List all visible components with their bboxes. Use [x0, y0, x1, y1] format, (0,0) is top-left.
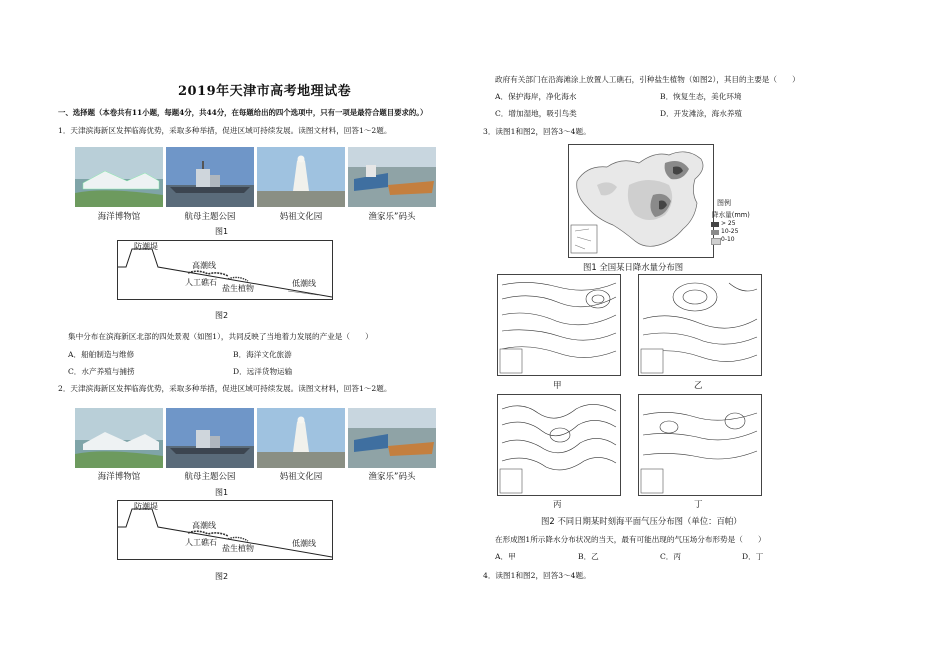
pressure-map-yi — [638, 274, 762, 376]
photo-caption-1: 海洋博物馆 — [97, 212, 141, 222]
legend-subtitle: 降水量(mm) — [712, 211, 750, 219]
photo-mazu-park-2 — [257, 408, 345, 468]
map-label-jia: 甲 — [553, 381, 562, 391]
q3-question: 在形成图1所示降水分布状况的当天，最有可能出现的气压场分布形势是（ ） — [495, 535, 766, 544]
legend-swatch-low — [711, 238, 721, 245]
q3-option-d[interactable]: D．丁 — [742, 552, 764, 561]
photo-caption-2-3: 妈祖文化园 — [279, 472, 323, 482]
map-label-bing: 丙 — [553, 500, 562, 510]
photo-ocean-museum — [75, 147, 163, 207]
photo-ocean-museum-2 — [75, 408, 163, 468]
q3-option-a[interactable]: A．甲 — [495, 552, 516, 561]
q2-option-c[interactable]: C．增加湿地，吸引鸟类 — [495, 109, 577, 118]
figure-2-label-2: 图2 — [215, 572, 229, 581]
q1-question: 集中分布在滨海新区北部的四处景观（如图1），共同反映了当地着力发展的产业是（ ） — [68, 332, 373, 341]
legend-title: 图例 — [717, 199, 731, 207]
photo-caption-2-2: 航母主题公园 — [184, 472, 236, 482]
q2-continuation: 政府有关部门在沿海滩涂上放置人工礁石，引种盐生植物（如图2），其目的主要是（ ） — [495, 75, 800, 84]
figure-1-label: 图1 — [215, 227, 229, 236]
photo-carrier-park — [166, 147, 254, 207]
q2-option-b[interactable]: B．恢复生态，美化环境 — [660, 92, 742, 101]
map-label-yi: 乙 — [694, 381, 703, 391]
photo-fishing-dock — [348, 147, 436, 207]
photo-caption-2: 航母主题公园 — [184, 212, 236, 222]
photo-caption-2-1: 海洋博物馆 — [97, 472, 141, 482]
q3-stem: 3．读图1和图2，回答3～4题。 — [483, 127, 591, 136]
q2-option-a[interactable]: A．保护海岸，净化海水 — [495, 92, 577, 101]
label-reef-2: 人工礁石 — [185, 538, 217, 547]
q2-stem: 2．天津滨海新区发挥临海优势，采取多种举措，促进区域可持续发展。读图文材料，回答1～2题。 — [58, 384, 392, 393]
photo-caption-4: 渔家乐”码头 — [368, 212, 416, 222]
legend-swatch-mid — [711, 230, 719, 235]
photo-mazu-park — [257, 147, 345, 207]
q1-option-d[interactable]: D．远洋货物运输 — [233, 367, 293, 376]
q1-option-c[interactable]: C．水产养殖与捕捞 — [68, 367, 135, 376]
section-header: 一、选择题（本卷共有11小题，每题4分，共44分，在每题给出的四个选项中，只有一项是最符合题目要求的。） — [58, 108, 428, 117]
legend-label-high: > 25 — [721, 220, 736, 227]
label-low-tide-2: 低潮线 — [292, 539, 316, 548]
q1-stem: 1．天津滨海新区发挥临海优势，采取多种举措，促进区域可持续发展。读图文材料，回答1～2题。 — [58, 126, 392, 135]
q1-option-b[interactable]: B．海洋文化旅游 — [233, 350, 292, 359]
q3-option-c[interactable]: C．丙 — [660, 552, 681, 561]
q4-stem: 4．读图1和图2，回答3～4题。 — [483, 571, 591, 580]
pressure-map-jia — [497, 274, 621, 376]
label-high-tide-2: 高潮线 — [192, 521, 216, 530]
q3-option-b[interactable]: B．乙 — [578, 552, 599, 561]
label-plants-2: 盐生植物 — [222, 544, 254, 553]
legend-label-low: 0-10 — [721, 236, 735, 243]
figure-2-label: 图2 — [215, 311, 229, 320]
photo-carrier-park-2 — [166, 408, 254, 468]
pressure-map-ding — [638, 394, 762, 496]
pressure-map-bing — [497, 394, 621, 496]
page-title: 2019年天津市高考地理试卷 — [178, 84, 352, 99]
label-plants: 盐生植物 — [222, 284, 254, 293]
precipitation-map — [568, 144, 714, 258]
label-high-tide: 高潮线 — [192, 261, 216, 270]
q1-option-a[interactable]: A．船舶制造与维修 — [68, 350, 135, 359]
label-reef: 人工礁石 — [185, 278, 217, 287]
legend-swatch-high — [711, 222, 719, 227]
label-low-tide: 低潮线 — [292, 279, 316, 288]
map-label-ding: 丁 — [694, 500, 703, 510]
map1-caption: 图1 全国某日降水量分布图 — [583, 262, 684, 272]
label-dike-2: 防潮堤 — [134, 502, 158, 511]
photo-caption-2-4: 渔家乐”码头 — [368, 472, 416, 482]
map2-caption: 图2 不同日期某时刻海平面气压分布图（单位：百帕） — [541, 516, 742, 526]
label-dike: 防潮堤 — [134, 242, 158, 251]
figure-1-label-2: 图1 — [215, 488, 229, 497]
photo-caption-3: 妈祖文化园 — [279, 212, 323, 222]
legend-label-mid: 10-25 — [721, 228, 739, 235]
q2-option-d[interactable]: D．开发滩涂，海水养殖 — [660, 109, 743, 118]
photo-fishing-dock-2 — [348, 408, 436, 468]
